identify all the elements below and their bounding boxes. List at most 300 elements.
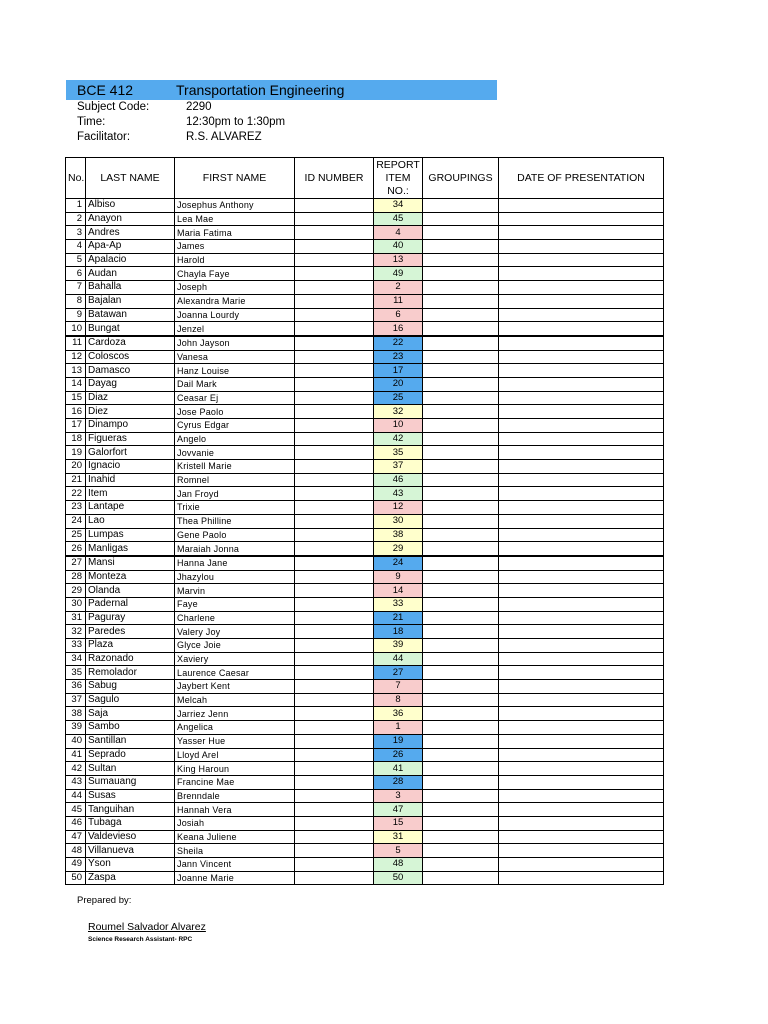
table-row xyxy=(66,830,664,844)
table-row xyxy=(66,816,664,830)
table-row xyxy=(66,212,664,226)
cell-date xyxy=(499,625,664,639)
cell-no: 23 xyxy=(66,501,86,515)
cell-first-name: Alexandra Marie xyxy=(175,294,295,308)
cell-last-name: Sambo xyxy=(86,721,175,735)
cell-groupings xyxy=(423,364,499,378)
cell-id-number xyxy=(295,322,374,336)
cell-last-name: Sagulo xyxy=(86,693,175,707)
cell-id-number xyxy=(295,419,374,433)
cell-last-name: Yson xyxy=(86,858,175,872)
cell-groupings xyxy=(423,253,499,267)
cell-first-name: Chayla Faye xyxy=(175,267,295,281)
cell-no: 32 xyxy=(66,625,86,639)
cell-no: 47 xyxy=(66,830,86,844)
cell-id-number xyxy=(295,556,374,570)
cell-first-name: Faye xyxy=(175,597,295,611)
cell-groupings xyxy=(423,267,499,281)
cell-first-name: Harold xyxy=(175,253,295,267)
table-row xyxy=(66,611,664,625)
cell-date xyxy=(499,528,664,542)
cell-first-name: Joseph xyxy=(175,281,295,295)
cell-no: 15 xyxy=(66,391,86,405)
cell-groupings xyxy=(423,721,499,735)
cell-last-name: Olanda xyxy=(86,584,175,598)
cell-first-name: Ceasar Ej xyxy=(175,391,295,405)
cell-first-name: Lloyd Arel xyxy=(175,748,295,762)
table-row xyxy=(66,226,664,240)
cell-date xyxy=(499,556,664,570)
cell-first-name: Joanna Lourdy xyxy=(175,308,295,322)
cell-no: 18 xyxy=(66,432,86,446)
cell-last-name: Sabug xyxy=(86,680,175,694)
cell-date xyxy=(499,680,664,694)
table-row xyxy=(66,528,664,542)
cell-last-name: Dinampo xyxy=(86,419,175,433)
cell-report-item: 8 xyxy=(374,693,423,707)
cell-groupings xyxy=(423,199,499,213)
cell-last-name: Andres xyxy=(86,226,175,240)
cell-report-item: 39 xyxy=(374,639,423,653)
cell-id-number xyxy=(295,391,374,405)
info-label: Subject Code: xyxy=(77,101,150,113)
cell-id-number xyxy=(295,816,374,830)
cell-last-name: Audan xyxy=(86,267,175,281)
title-bar xyxy=(66,80,497,100)
cell-groupings xyxy=(423,584,499,598)
table-row xyxy=(66,405,664,419)
cell-id-number xyxy=(295,336,374,350)
cell-no: 1 xyxy=(66,199,86,213)
cell-id-number xyxy=(295,611,374,625)
table-header-row xyxy=(66,158,664,199)
cell-date xyxy=(499,734,664,748)
cell-date xyxy=(499,253,664,267)
cell-report-item: 11 xyxy=(374,294,423,308)
cell-date xyxy=(499,666,664,680)
cell-first-name: Jose Paolo xyxy=(175,405,295,419)
cell-first-name: Josiah xyxy=(175,816,295,830)
cell-first-name: Jarriez Jenn xyxy=(175,707,295,721)
cell-groupings xyxy=(423,775,499,789)
report-header-line: NO.: xyxy=(387,184,409,197)
cell-date xyxy=(499,639,664,653)
cell-first-name: Joanne Marie xyxy=(175,871,295,885)
cell-report-item: 28 xyxy=(374,775,423,789)
cell-groupings xyxy=(423,707,499,721)
cell-id-number xyxy=(295,734,374,748)
cell-report-item: 29 xyxy=(374,542,423,556)
cell-id-number xyxy=(295,639,374,653)
cell-no: 13 xyxy=(66,364,86,378)
cell-groupings xyxy=(423,226,499,240)
cell-report-item: 21 xyxy=(374,611,423,625)
table-row xyxy=(66,240,664,254)
cell-id-number xyxy=(295,473,374,487)
cell-groupings xyxy=(423,460,499,474)
cell-last-name: Zaspa xyxy=(86,871,175,885)
cell-report-item: 40 xyxy=(374,240,423,254)
cell-id-number xyxy=(295,446,374,460)
cell-groupings xyxy=(423,308,499,322)
cell-date xyxy=(499,871,664,885)
cell-report-item: 2 xyxy=(374,281,423,295)
cell-report-item: 45 xyxy=(374,212,423,226)
cell-date xyxy=(499,693,664,707)
cell-no: 22 xyxy=(66,487,86,501)
cell-id-number xyxy=(295,528,374,542)
cell-groupings xyxy=(423,625,499,639)
cell-first-name: Jaybert Kent xyxy=(175,680,295,694)
cell-report-item: 10 xyxy=(374,419,423,433)
cell-id-number xyxy=(295,432,374,446)
cell-last-name: Galorfort xyxy=(86,446,175,460)
table-row xyxy=(66,432,664,446)
cell-id-number xyxy=(295,199,374,213)
cell-no: 14 xyxy=(66,377,86,391)
table-row xyxy=(66,281,664,295)
cell-id-number xyxy=(295,212,374,226)
cell-groupings xyxy=(423,639,499,653)
cell-report-item: 17 xyxy=(374,364,423,378)
cell-date xyxy=(499,267,664,281)
cell-groupings xyxy=(423,871,499,885)
cell-groupings xyxy=(423,830,499,844)
cell-first-name: Lea Mae xyxy=(175,212,295,226)
cell-first-name: Jann Vincent xyxy=(175,858,295,872)
cell-last-name: Albiso xyxy=(86,199,175,213)
info-time xyxy=(77,116,286,128)
cell-last-name: Inahid xyxy=(86,473,175,487)
cell-groupings xyxy=(423,294,499,308)
table-row xyxy=(66,336,664,350)
cell-groupings xyxy=(423,803,499,817)
cell-first-name: Hanz Louise xyxy=(175,364,295,378)
cell-groupings xyxy=(423,432,499,446)
table-row xyxy=(66,377,664,391)
cell-date xyxy=(499,419,664,433)
cell-first-name: Yasser Hue xyxy=(175,734,295,748)
cell-no: 37 xyxy=(66,693,86,707)
cell-no: 31 xyxy=(66,611,86,625)
table-row xyxy=(66,446,664,460)
cell-report-item: 48 xyxy=(374,858,423,872)
cell-date xyxy=(499,803,664,817)
cell-first-name: John Jayson xyxy=(175,336,295,350)
cell-groupings xyxy=(423,666,499,680)
cell-groupings xyxy=(423,734,499,748)
table-row xyxy=(66,775,664,789)
cell-report-item: 19 xyxy=(374,734,423,748)
cell-last-name: Damasco xyxy=(86,364,175,378)
table-row xyxy=(66,680,664,694)
table-row xyxy=(66,666,664,680)
cell-groupings xyxy=(423,514,499,528)
cell-first-name: Keana Juliene xyxy=(175,830,295,844)
cell-groupings xyxy=(423,652,499,666)
cell-no: 10 xyxy=(66,322,86,336)
table-row xyxy=(66,734,664,748)
cell-groupings xyxy=(423,693,499,707)
cell-id-number xyxy=(295,748,374,762)
table-row xyxy=(66,748,664,762)
cell-id-number xyxy=(295,721,374,735)
cell-last-name: Coloscos xyxy=(86,350,175,364)
cell-first-name: Charlene xyxy=(175,611,295,625)
cell-report-item: 23 xyxy=(374,350,423,364)
cell-first-name: Trixie xyxy=(175,501,295,515)
cell-last-name: Ignacio xyxy=(86,460,175,474)
cell-date xyxy=(499,721,664,735)
cell-no: 38 xyxy=(66,707,86,721)
cell-id-number xyxy=(295,693,374,707)
cell-groupings xyxy=(423,680,499,694)
cell-first-name: Kristell Marie xyxy=(175,460,295,474)
table-row xyxy=(66,803,664,817)
cell-no: 11 xyxy=(66,336,86,350)
cell-date xyxy=(499,762,664,776)
cell-date xyxy=(499,611,664,625)
cell-first-name: Glyce Joie xyxy=(175,639,295,653)
cell-no: 43 xyxy=(66,775,86,789)
cell-date xyxy=(499,432,664,446)
cell-id-number xyxy=(295,707,374,721)
cell-no: 20 xyxy=(66,460,86,474)
cell-date xyxy=(499,487,664,501)
cell-last-name: Anayon xyxy=(86,212,175,226)
cell-date xyxy=(499,473,664,487)
cell-no: 41 xyxy=(66,748,86,762)
cell-last-name: Item xyxy=(86,487,175,501)
cell-date xyxy=(499,584,664,598)
cell-first-name: Josephus Anthony xyxy=(175,199,295,213)
cell-last-name: Paguray xyxy=(86,611,175,625)
cell-first-name: Laurence Caesar xyxy=(175,666,295,680)
cell-report-item: 43 xyxy=(374,487,423,501)
table-row xyxy=(66,267,664,281)
cell-date xyxy=(499,212,664,226)
cell-no: 3 xyxy=(66,226,86,240)
cell-date xyxy=(499,322,664,336)
cell-no: 34 xyxy=(66,652,86,666)
cell-groupings xyxy=(423,858,499,872)
table-row xyxy=(66,542,664,556)
cell-groupings xyxy=(423,501,499,515)
cell-no: 30 xyxy=(66,597,86,611)
roster-body xyxy=(66,199,664,885)
cell-last-name: Lumpas xyxy=(86,528,175,542)
cell-no: 19 xyxy=(66,446,86,460)
cell-date xyxy=(499,391,664,405)
cell-last-name: Villanueva xyxy=(86,844,175,858)
cell-last-name: Susas xyxy=(86,789,175,803)
col-header-id-number: ID NUMBER xyxy=(295,158,374,199)
cell-first-name: Cyrus Edgar xyxy=(175,419,295,433)
table-row xyxy=(66,597,664,611)
table-row xyxy=(66,473,664,487)
cell-groupings xyxy=(423,844,499,858)
cell-id-number xyxy=(295,364,374,378)
cell-no: 26 xyxy=(66,542,86,556)
cell-groupings xyxy=(423,391,499,405)
cell-no: 40 xyxy=(66,734,86,748)
cell-groupings xyxy=(423,762,499,776)
cell-first-name: Hanna Jane xyxy=(175,556,295,570)
col-header-groupings: GROUPINGS xyxy=(423,158,499,199)
cell-report-item: 34 xyxy=(374,199,423,213)
info-label: Time: xyxy=(77,116,106,128)
cell-last-name: Bajalan xyxy=(86,294,175,308)
cell-groupings xyxy=(423,212,499,226)
cell-report-item: 15 xyxy=(374,816,423,830)
cell-no: 44 xyxy=(66,789,86,803)
cell-first-name: Francine Mae xyxy=(175,775,295,789)
cell-report-item: 41 xyxy=(374,762,423,776)
cell-first-name: Vanesa xyxy=(175,350,295,364)
cell-last-name: Tanguihan xyxy=(86,803,175,817)
cell-date xyxy=(499,350,664,364)
cell-first-name: Romnel xyxy=(175,473,295,487)
cell-first-name: Jhazylou xyxy=(175,570,295,584)
table-row xyxy=(66,350,664,364)
cell-report-item: 25 xyxy=(374,391,423,405)
cell-last-name: Apa-Ap xyxy=(86,240,175,254)
cell-last-name: Plaza xyxy=(86,639,175,653)
cell-id-number xyxy=(295,680,374,694)
cell-first-name: Jenzel xyxy=(175,322,295,336)
cell-report-item: 30 xyxy=(374,514,423,528)
cell-no: 42 xyxy=(66,762,86,776)
cell-report-item: 31 xyxy=(374,830,423,844)
table-row xyxy=(66,460,664,474)
table-row xyxy=(66,419,664,433)
cell-last-name: Cardoza xyxy=(86,336,175,350)
cell-no: 29 xyxy=(66,584,86,598)
table-row xyxy=(66,253,664,267)
cell-no: 17 xyxy=(66,419,86,433)
cell-id-number xyxy=(295,666,374,680)
cell-date xyxy=(499,542,664,556)
cell-last-name: Sumauang xyxy=(86,775,175,789)
cell-first-name: Angelica xyxy=(175,721,295,735)
cell-last-name: Lao xyxy=(86,514,175,528)
cell-last-name: Monteza xyxy=(86,570,175,584)
cell-first-name: Valery Joy xyxy=(175,625,295,639)
cell-groupings xyxy=(423,597,499,611)
table-row xyxy=(66,762,664,776)
cell-first-name: Sheila xyxy=(175,844,295,858)
cell-report-item: 14 xyxy=(374,584,423,598)
cell-first-name: Marvin xyxy=(175,584,295,598)
table-row xyxy=(66,871,664,885)
cell-id-number xyxy=(295,226,374,240)
cell-last-name: Saja xyxy=(86,707,175,721)
cell-date xyxy=(499,570,664,584)
cell-date xyxy=(499,460,664,474)
table-row xyxy=(66,501,664,515)
cell-report-item: 3 xyxy=(374,789,423,803)
cell-no: 6 xyxy=(66,267,86,281)
table-row xyxy=(66,322,664,336)
col-header-date: DATE OF PRESENTATION xyxy=(499,158,664,199)
cell-no: 8 xyxy=(66,294,86,308)
cell-first-name: Melcah xyxy=(175,693,295,707)
cell-groupings xyxy=(423,350,499,364)
cell-date xyxy=(499,336,664,350)
cell-id-number xyxy=(295,281,374,295)
signer-name: Roumel Salvador Alvarez xyxy=(88,921,206,933)
cell-no: 46 xyxy=(66,816,86,830)
cell-report-item: 47 xyxy=(374,803,423,817)
cell-id-number xyxy=(295,570,374,584)
cell-first-name: Angelo xyxy=(175,432,295,446)
table-row xyxy=(66,487,664,501)
cell-last-name: Sultan xyxy=(86,762,175,776)
info-label: Facilitator: xyxy=(77,131,131,143)
table-row xyxy=(66,858,664,872)
cell-last-name: Manligas xyxy=(86,542,175,556)
cell-first-name: Thea Philline xyxy=(175,514,295,528)
cell-date xyxy=(499,240,664,254)
cell-first-name: Jovvanie xyxy=(175,446,295,460)
cell-no: 36 xyxy=(66,680,86,694)
cell-no: 4 xyxy=(66,240,86,254)
cell-first-name: Gene Paolo xyxy=(175,528,295,542)
cell-date xyxy=(499,226,664,240)
cell-id-number xyxy=(295,350,374,364)
cell-id-number xyxy=(295,762,374,776)
cell-groupings xyxy=(423,336,499,350)
cell-report-item: 9 xyxy=(374,570,423,584)
cell-no: 27 xyxy=(66,556,86,570)
cell-no: 5 xyxy=(66,253,86,267)
cell-groupings xyxy=(423,419,499,433)
cell-id-number xyxy=(295,253,374,267)
info-subject-code xyxy=(77,101,212,113)
col-header-first-name: FIRST NAME xyxy=(175,158,295,199)
info-value: 2290 xyxy=(186,101,212,113)
cell-last-name: Razonado xyxy=(86,652,175,666)
table-row xyxy=(66,721,664,735)
cell-no: 9 xyxy=(66,308,86,322)
table-row xyxy=(66,514,664,528)
cell-id-number xyxy=(295,542,374,556)
cell-id-number xyxy=(295,460,374,474)
cell-no: 45 xyxy=(66,803,86,817)
cell-id-number xyxy=(295,597,374,611)
cell-first-name: Hannah Vera xyxy=(175,803,295,817)
cell-first-name: Xaviery xyxy=(175,652,295,666)
cell-date xyxy=(499,597,664,611)
cell-first-name: Maria Fatima xyxy=(175,226,295,240)
cell-report-item: 35 xyxy=(374,446,423,460)
cell-groupings xyxy=(423,240,499,254)
cell-no: 35 xyxy=(66,666,86,680)
cell-report-item: 46 xyxy=(374,473,423,487)
cell-last-name: Bahalla xyxy=(86,281,175,295)
cell-last-name: Santillan xyxy=(86,734,175,748)
cell-date xyxy=(499,199,664,213)
cell-last-name: Mansi xyxy=(86,556,175,570)
cell-date xyxy=(499,844,664,858)
cell-groupings xyxy=(423,789,499,803)
cell-groupings xyxy=(423,611,499,625)
cell-groupings xyxy=(423,816,499,830)
cell-groupings xyxy=(423,473,499,487)
cell-no: 16 xyxy=(66,405,86,419)
cell-date xyxy=(499,789,664,803)
table-row xyxy=(66,294,664,308)
